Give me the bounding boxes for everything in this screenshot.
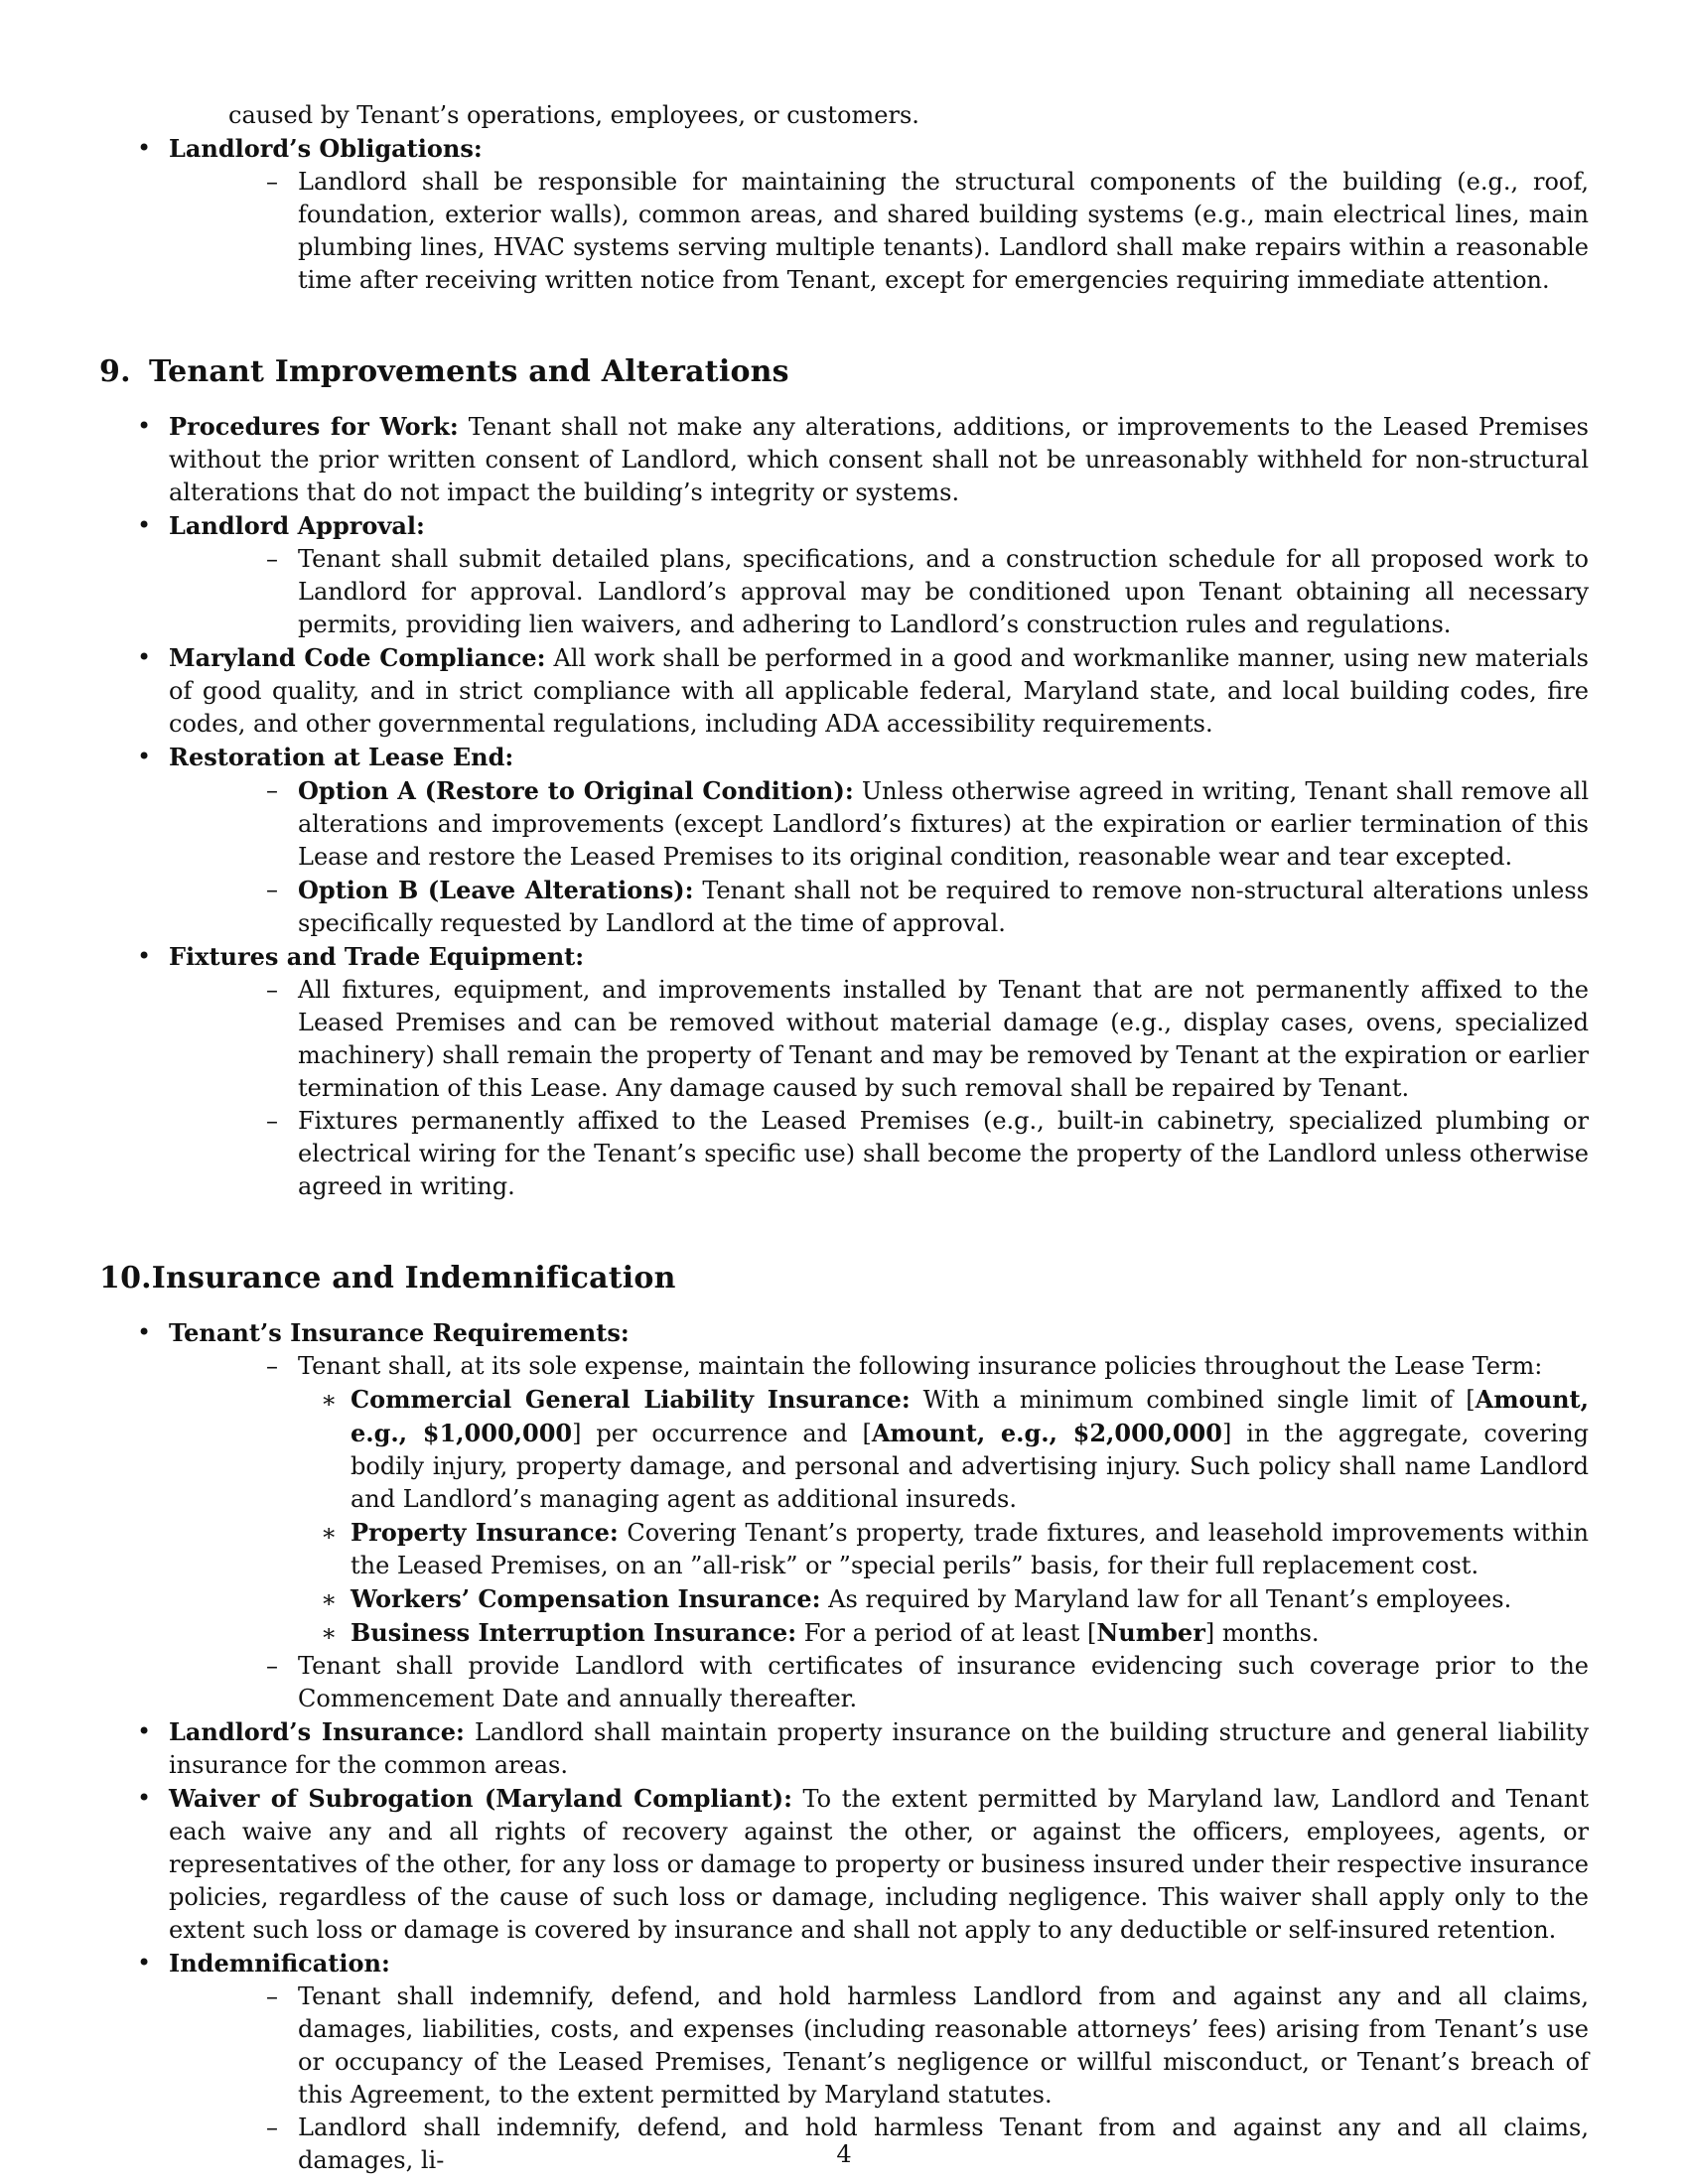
bullet-icon: • [137,134,152,162]
sub-item-text: Landlord shall be responsible for maintaining the structural components of the building (e.g., roof, foundation, exterior walls), common areas, and shared building systems (e.g., main electrical lines, main plumbing lines, HVAC systems serving multiple tenants). Landlord shall make repairs within a reasonable time after receiving written notice from Tenant, except for emergencies requiring immediate attention. [298,168,1589,294]
page-number: 4 [836,2140,852,2168]
document-page [99,99,1589,2177]
bullet-icon: • [137,1949,152,1977]
dash-icon: – [266,876,278,903]
bullet-icon: • [137,942,152,970]
dash-icon: – [266,976,278,1004]
bullet-icon: • [137,1318,152,1346]
section8-list [99,132,1589,297]
dash-icon: – [266,1652,278,1680]
item-label: Tenant’s Insurance Requirements: [169,1318,630,1347]
section-heading-10: 10.Insurance and Indemnification [99,1261,676,1296]
item-label: Procedures for Work: [169,412,459,441]
dash-icon: – [266,168,278,196]
item-label: Maryland Code Compliance: [169,643,546,672]
bullet-icon: • [137,743,152,770]
bullet-icon: • [137,511,152,539]
sub-item-option-b: – Option B (Leave Alterations): Tenant shall not be required to remove non-structural alterations unless specifically requested by Landlord at the time of approval. [266,876,1590,937]
policy-item-cgl: ∗ Commercial General Liability Insurance: With a minimum combined single limit of [Amount, e.g., $1,000,000] per occurrence and [Amount, e.g., $2,000,000] in the aggregate, covering bodily injury, property damage, and personal and advertising injury. Such policy shall name Landlord and Landlord’s managing agent as additional insureds. [321,1385,1590,1513]
asterisk-icon: ∗ [321,1386,338,1414]
policy-item-workers: ∗ Workers’ Compensation Insurance: As required by Maryland law for all Tenant’s employees. [298,1582,1589,1616]
list-item-fixtures [99,940,1589,1203]
bullet-icon: • [137,1784,152,1812]
list-item-restoration [99,741,1589,940]
asterisk-icon: ∗ [321,1519,338,1547]
dash-icon: – [266,1352,278,1380]
sub-item: – Tenant shall provide Landlord with certificates of insurance evidencing such coverage prior to the Commencement Date and annually thereafter. [266,1652,1589,1712]
bullet-icon: • [137,643,152,671]
list-item-waiver: • Waiver of Subrogation (Maryland Compliant): To the extent permitted by Maryland law, Landlord and Tenant each waive any and all rights of recovery against the other, or against the officers, employees, agents, or representatives of the other, for any loss or damage to property or business insured under their respective insurance policies, regardless of the cause of such loss or damage, including negligence. This waiver shall apply only to the extent such loss or damage is covered by insurance and shall not apply to any deductible or self-insured retention. [137,1784,1589,1944]
item-text: Tenant shall not make any alterations, additions, or improvements to the Leased Premises without the prior written consent of Landlord, which consent shall not be unreasonably withheld for non-structural alterations that do not impact the building’s integrity or systems. [169,413,1589,506]
item-label: Landlord’s Obligations: [169,134,483,163]
continuation-text: caused by Tenant’s operations, employees, or customers. [228,101,919,129]
item-label: Waiver of Subrogation (Maryland Compliant): [169,1784,792,1813]
list-item-landlord-insurance: • Landlord’s Insurance: Landlord shall maintain property insurance on the building structure and general liability insurance for the common areas. [137,1717,1590,1779]
sub-item: – Tenant shall, at its sole expense, maintain the following insurance policies throughout the Lease Term: ∗ Commercial General Liability Insurance: With a minimum combined single limit of [Amount, e.g., $1,000,000] per occurrence and [Amount, e.g., $2,000,000] in the aggregate, covering bodily injury, property damage, and personal and advertising injury. Such policy shall name Landlord and Landlord’s managing agent as additional insureds. ∗ Property Insurance: Covering Tenant’s property, trade fixtures, and leasehold improvements within the Leased Premises, on an ”all-risk” or ”special perils” basis, for their full replacement cost. ∗ Workers’ Compensation Insurance: As required by Maryland law for all Tenant’s employees. ∗ Business Interruption Insurance: For a period of at least [Number] months. [169,1350,1589,1650]
list-item-landlord-obligations [99,132,1589,297]
dash-icon: – [266,545,278,573]
section9-list [99,410,1589,1203]
policy-item-property: ∗ Property Insurance: Covering Tenant’s property, trade fixtures, and leasehold improvements within the Leased Premises, on an ”all-risk” or ”special perils” basis, for their full replacement cost. [321,1518,1589,1579]
bullet-icon: • [137,412,152,440]
list-item-procedures [99,410,1589,509]
sub-item: – Tenant shall indemnify, defend, and hold harmless Landlord from and against any and all claims, damages, liabilities, costs, and expenses (including reasonable attorneys’ fees) arising from Tenant’s use or occupancy of the Leased Premises, Tenant’s negligence or willful misconduct, or Tenant’s breach of this Agreement, to the extent permitted by Maryland statutes. [266,1982,1589,2109]
item-label: Indemnification: [169,1949,390,1978]
item-label: Restoration at Lease End: [169,743,514,771]
asterisk-icon: ∗ [321,1585,338,1613]
dash-icon: – [266,2114,278,2141]
dash-icon: – [266,1982,278,2010]
sub-item: – Fixtures permanently affixed to the Leased Premises (e.g., built-in cabinetry, specialized plumbing or electrical wiring for the Tenant’s specific use) shall become the property of the Landlord unless otherwise agreed in writing. [266,1107,1589,1200]
sub-item: – All fixtures, equipment, and improvements installed by Tenant that are not permanently affixed to the Leased Premises and can be removed without material damage (e.g., display cases, ovens, specialized machinery) shall remain the property of Tenant and may be removed by Tenant at the expiration or earlier termination of this Lease. Any damage caused by such removal shall be repaired by Tenant. [266,976,1589,1102]
item-label: Fixtures and Trade Equipment: [169,942,585,971]
list-item-tenant-insurance [99,1316,1589,1715]
asterisk-icon: ∗ [321,1619,338,1647]
dash-icon: – [266,1107,278,1135]
section10-list [99,1316,1589,2177]
sub-item: – Landlord shall indemnify, defend, and hold harmless Tenant from and against any and all claims, damages, li- [266,2114,1589,2174]
item-label: Landlord Approval: [169,511,425,540]
sub-item: – Tenant shall submit detailed plans, specifications, and a construction schedule for all proposed work to Landlord for approval. Landlord’s approval may be conditioned upon Tenant obtaining all necessary permits, providing lien waivers, and adhering to Landlord’s construction rules and regulations. [266,545,1589,638]
policy-item-business-interruption: ∗ Business Interruption Insurance: For a period of at least [Number] months. [298,1616,1589,1650]
sub-item [169,166,1589,297]
item-label: Landlord’s Insurance: [169,1717,465,1746]
list-item-code-compliance: • Maryland Code Compliance: All work shall be performed in a good and workmanlike manner, using new materials of good quality, and in strict compliance with all applicable federal, Maryland state, and local building codes, fire codes, and other governmental regulations, including ADA accessibility requirements. [137,643,1589,738]
list-item-landlord-approval [99,509,1589,641]
bullet-icon: • [137,1717,152,1745]
sub-item-option-a: – Option A (Restore to Original Condition): Unless otherwise agreed in writing, Tenant shall remove all alterations and improvements (except Landlord’s fixtures) at the expiration or earlier termination of this Lease and restore the Leased Premises to its original condition, reasonable wear and tear excepted. [266,776,1589,871]
dash-icon: – [266,776,278,804]
section-heading-9: 9. Tenant Improvements and Alterations [99,354,789,389]
